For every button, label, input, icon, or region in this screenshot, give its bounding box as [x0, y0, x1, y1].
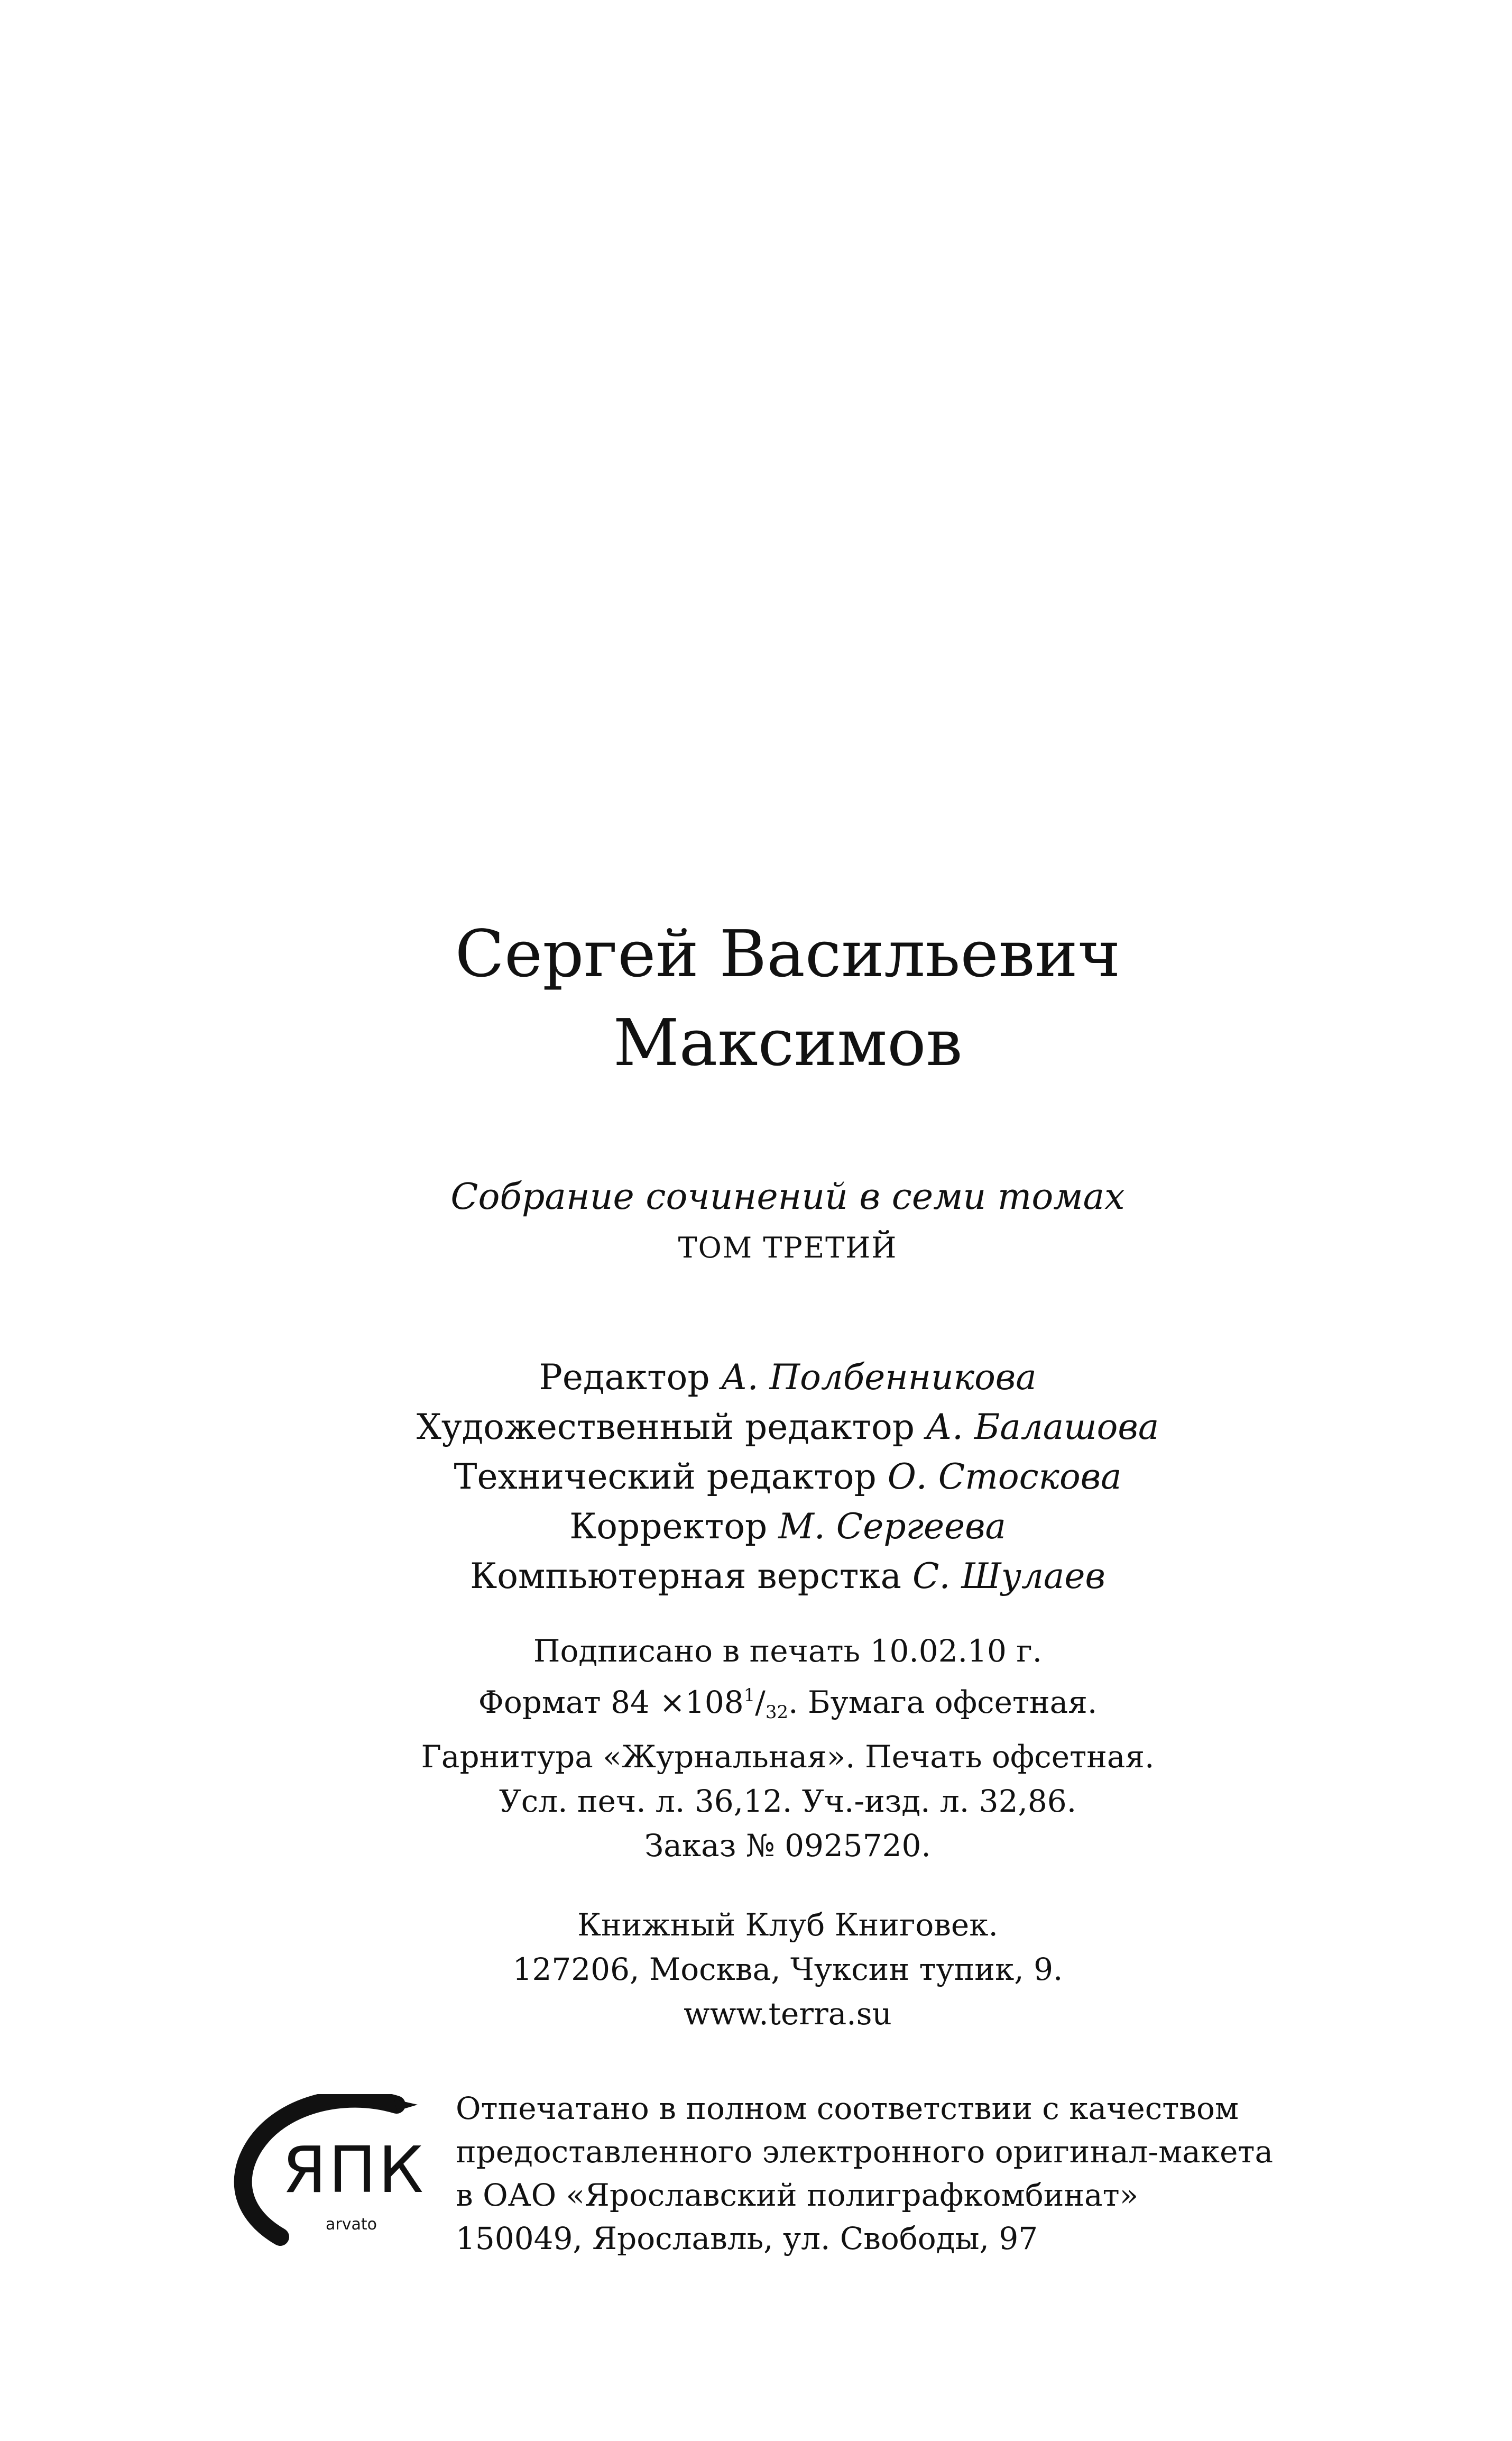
publisher-name: Книжный Клуб Книговек. — [577, 1907, 998, 1943]
publisher-block — [32, 1903, 1512, 2036]
imprint-format: Формат $84 \times 108^1/_{32}$. Бумага офсетная. — [478, 1684, 1098, 1723]
credit-proofreader: Корректор М. Сергеева — [569, 1506, 1006, 1547]
credit-editor: Редактор А. Полбенникова — [539, 1357, 1037, 1398]
credit-layout: Компьютерная верстка С. Шулаев — [470, 1556, 1105, 1596]
author-surname: Максимов — [613, 1005, 963, 1080]
printer-line: в ОАО «Ярославский полиграфкомбинат» — [456, 2177, 1139, 2213]
imprint-signed: Подписано в печать 10.02.10 г. — [533, 1633, 1043, 1669]
printer-logo — [222, 2094, 434, 2263]
imprint-sheets: Усл. печ. л. 36,12. Уч.-изд. л. 32,86. — [499, 1783, 1077, 1819]
credits-list — [32, 1353, 1512, 1601]
publisher-address: 127206, Москва, Чуксин тупик, 9. — [512, 1951, 1063, 1987]
printer-line: 150049, Ярославль, ул. Свободы, 97 — [456, 2220, 1038, 2256]
printer-line: Отпечатано в полном соответствии с качеством — [456, 2090, 1239, 2126]
imprint-block — [32, 1629, 1512, 1868]
author-first-names: Сергей Васильевич — [455, 916, 1121, 992]
series-title: Собрание сочинений в семи томах — [450, 1176, 1125, 1218]
volume-label: ТОМ ТРЕТИЙ — [678, 1231, 898, 1264]
printer-line: предоставленного электронного оригинал-макета — [456, 2134, 1274, 2170]
credit-technical-editor: Технический редактор О. Стоскова — [454, 1456, 1122, 1497]
credit-art-editor: Художественный редактор А. Балашова — [416, 1407, 1159, 1447]
logo-subtext: arvato — [326, 2215, 377, 2234]
logo-text: ЯПК — [282, 2134, 426, 2207]
printer-info — [456, 2087, 1460, 2260]
author-name — [32, 910, 1512, 1087]
imprint-order: Заказ № 0925720. — [644, 1828, 931, 1864]
publisher-website: www.terra.su — [684, 1996, 892, 2032]
imprint-typeface: Гарнитура «Журнальная». Печать офсетная. — [421, 1739, 1155, 1775]
